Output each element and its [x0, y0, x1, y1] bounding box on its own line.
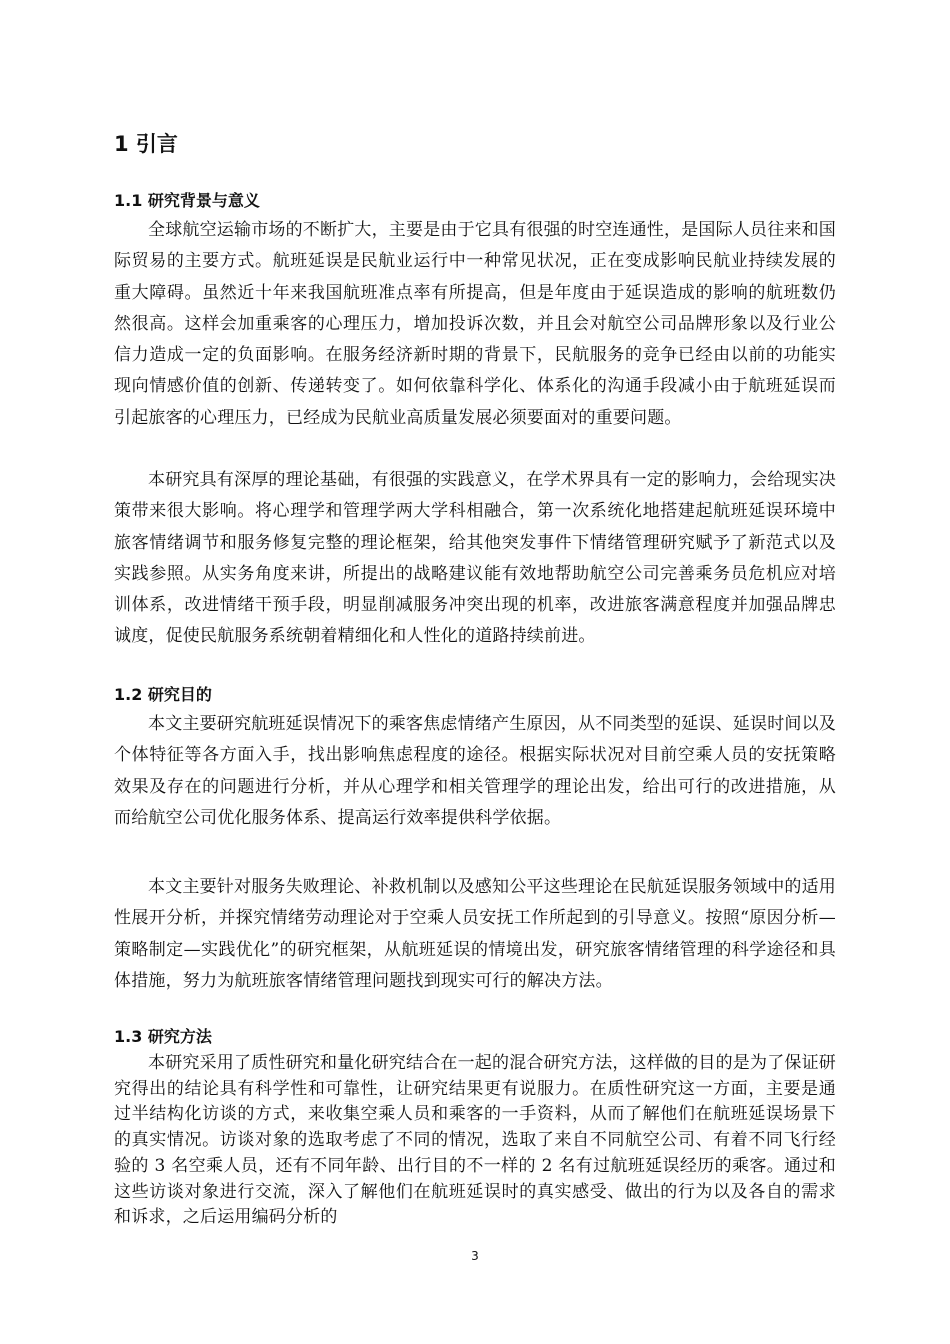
paragraph-significance: 本研究具有深厚的理论基础，有很强的实践意义，在学术界具有一定的影响力，会给现实决策带来很大影响。将心理学和管理学两大学科相融合，第一次系统化地搭建起航班延误环境中旅客情绪调节和服务修复完整的理论框架，给其他突发事件下情绪管理研究赋予了新范式以及实践参照。从实务角度来讲，所提出的战略建议能有效地帮助航空公司完善乘务员危机应对培训体系，改进情绪干预手段，明显削减服务冲突出现的机率，改进旅客满意程度并加强品牌忠诚度，促使民航服务系统朝着精细化和人性化的道路持续前进。	[114, 470, 836, 647]
chapter-title: 1 引言	[114, 132, 178, 156]
paragraph-background: 全球航空运输市场的不断扩大，主要是由于它具有很强的时空连通性，是国际人员往来和国际贸易的主要方式。航班延误是民航业运行中一种常见状况，正在变成影响民航业持续发展的重大障碍。虽然近十年来我国航班准点率有所提高，但是年度由于延误造成的影响的航班数仍然很高。这样会加重乘客的心理压力，增加投诉次数，并且会对航空公司品牌形象以及行业公信力造成一定的负面影响。在服务经济新时期的背景下，民航服务的竞争已经由以前的功能实现向情感价值的创新、传递转变了。如何依靠科学化、体系化的沟通手段减小由于航班延误而引起旅客的心理压力，已经成为民航业高质量发展必须要面对的重要问题。	[114, 220, 836, 428]
paragraph-method: 本研究采用了质性研究和量化研究结合在一起的混合研究方法，这样做的目的是为了保证研究得出的结论具有科学性和可靠性，让研究结果更有说服力。在质性研究这一方面，主要是通过半结构化访谈的方式，来收集空乘人员和乘客的一手资料，从而了解他们在航班延误场景下的真实情况。访谈对象的选取考虑了不同的情况，选取了来自不同航空公司、有着不同飞行经验的 3 名空乘人员，还有不同年龄、出行目的不一样的 2 名有过航班延误经历的乘客。通过和这些访谈对象进行交流，深入了解他们在航班延误时的真实感受、做出的行为以及各自的需求和诉求，之后运用编码分析的	[114, 1053, 836, 1228]
section-heading-1-2: 1.2 研究目的	[114, 685, 212, 704]
section-heading-1-1: 1.1 研究背景与意义	[114, 191, 260, 210]
section-heading-1-3: 1.3 研究方法	[114, 1027, 212, 1046]
paragraph-purpose-1: 本文主要研究航班延误情况下的乘客焦虑情绪产生原因，从不同类型的延误、延误时间以及个体特征等各方面入手，找出影响焦虑程度的途径。根据实际状况对目前空乘人员的安抚策略效果及存在的问题进行分析，并从心理学和相关管理学的理论出发，给出可行的改进措施，从而给航空公司优化服务体系、提高运行效率提供科学依据。	[114, 714, 836, 828]
paragraph-purpose-2: 本文主要针对服务失败理论、补救机制以及感知公平这些理论在民航延误服务领域中的适用性展开分析，并探究情绪劳动理论对于空乘人员安抚工作所起到的引导意义。按照“原因分析—策略制定—实践优化”的研究框架，从航班延误的情境出发，研究旅客情绪管理的科学途径和具体措施，努力为航班旅客情绪管理问题找到现实可行的解决方法。	[114, 877, 836, 991]
page-number: 3	[471, 1249, 479, 1263]
